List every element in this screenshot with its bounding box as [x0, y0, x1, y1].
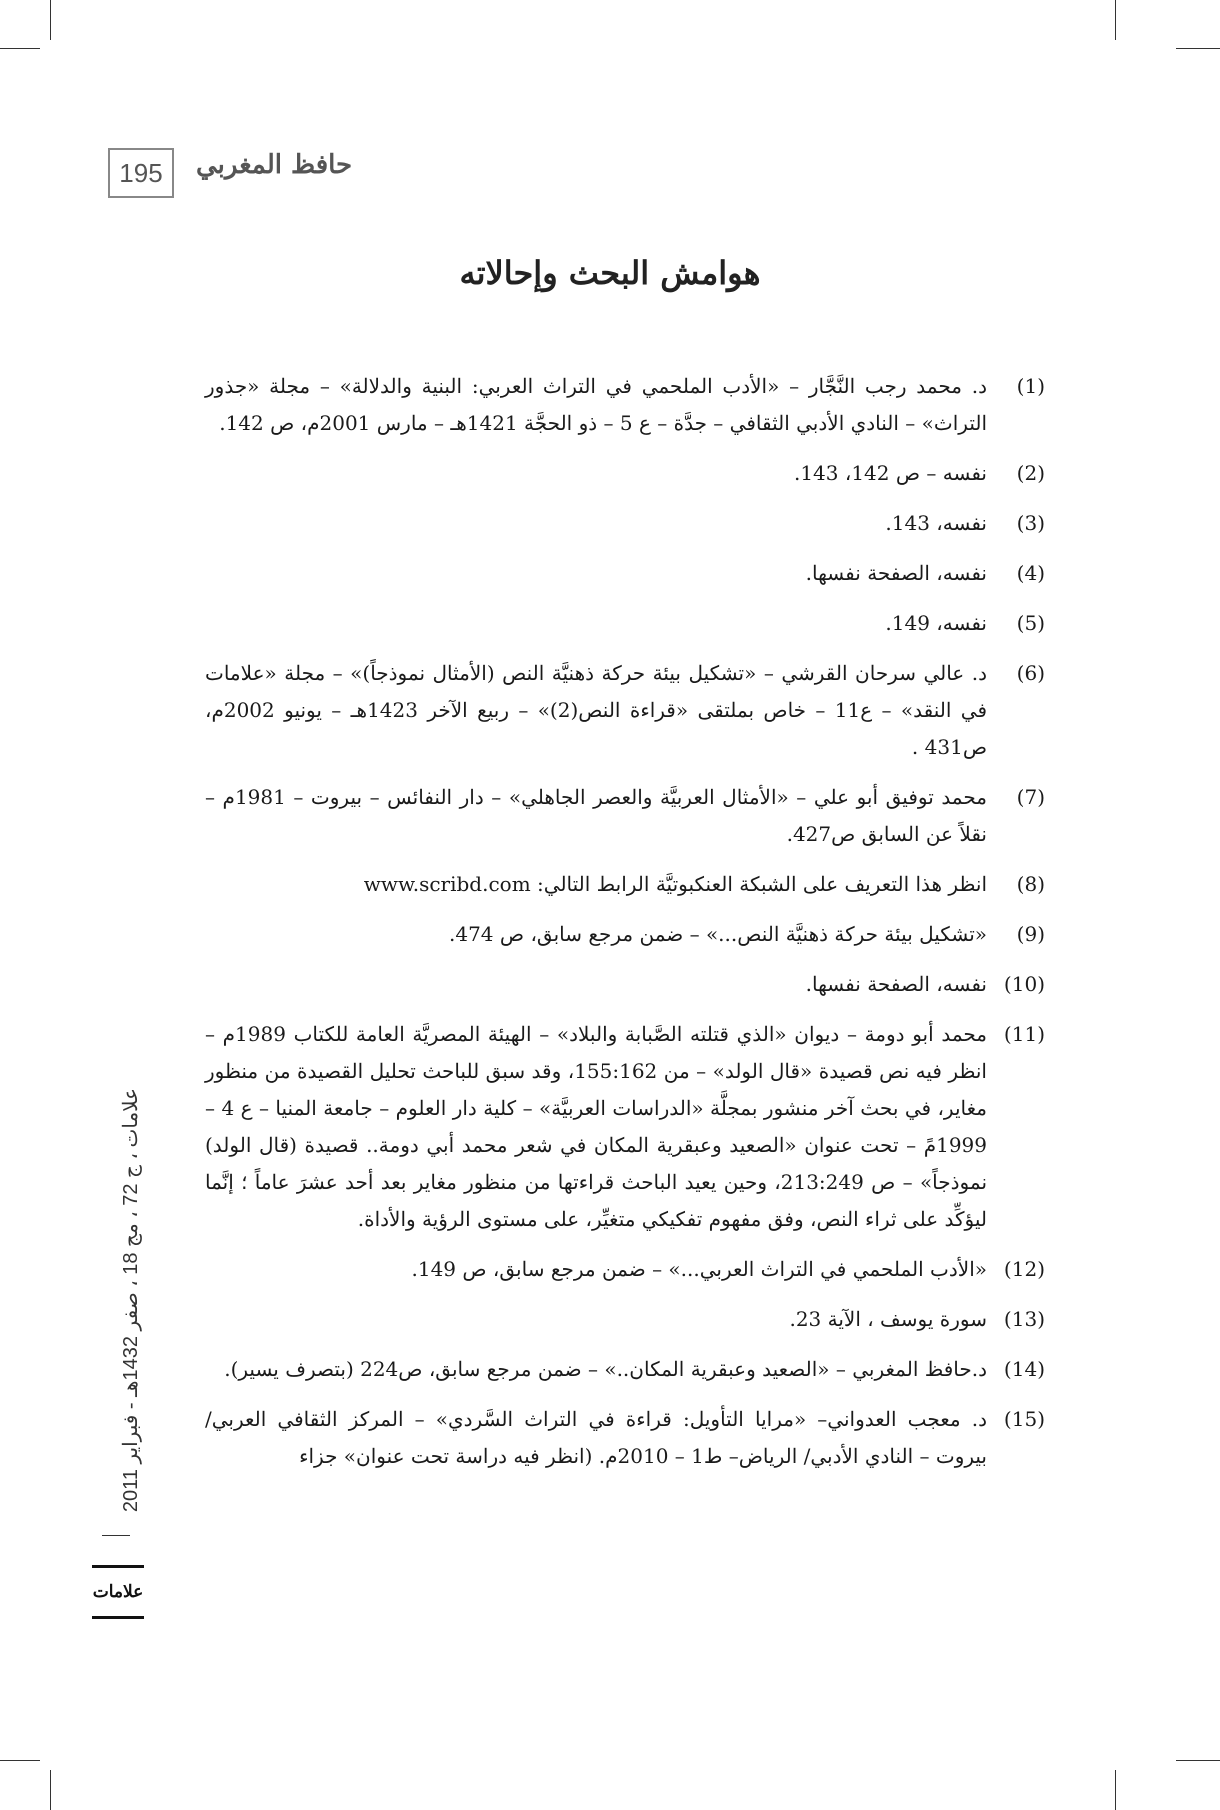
footnote-3 — [205, 505, 1045, 542]
footnote-text: نفسه – ص 142، 143. — [793, 461, 987, 485]
footnote-text: محمد أبو دومة – ديوان «الذي قتلته الصَّبابة والبلاد» – الهيئة المصريَّة العامة للكتاب 1989م – انظر فيه نص قصيدة «قال الولد» – من 155:162، وقد سبق للباحث تحليل القصيدة من منظور مغاير، في بحث آخر منشور بمجلَّة «الدراسات العربيَّة» – كلية دار العلوم – جامعة المنيا – ع 4 – 1999مً – تحت عنوان «الصعيد وعبقرية المكان في شعر محمد أبي دومة.. قصيدة (قال الولد) نموذجاً» – ص 213:249، وحين يعيد الباحث قراءتها من منظور مغاير بعد أحد عشرَ عاماً ؛ إنَّما ليؤكِّد على ثراء النص، وفق مفهوم تفكيكي متغيِّر، على مستوى الرؤية والأداة. — [205, 1022, 988, 1231]
caption-divider — [102, 1535, 130, 1536]
footnote-8 — [205, 866, 1045, 903]
crop-mark — [0, 48, 40, 49]
crop-mark — [0, 1760, 40, 1761]
footnote-text: «تشكيل بيئة حركة ذهنيَّة النص...» – ضمن مرجع سابق، ص 474. — [449, 922, 987, 946]
footnote-number: (13) — [1003, 1307, 1045, 1331]
footnote-number: (1) — [1016, 374, 1045, 398]
footnote-number: (9) — [1016, 922, 1045, 946]
footnote-number: (2) — [1016, 461, 1045, 485]
footnote-number: (7) — [1016, 785, 1045, 809]
footnote-number: (12) — [1003, 1257, 1045, 1281]
journal-issue-caption: علامات ، ج 72 ، مج 18 ، صفر 1432هـ - فبراير 2011 — [120, 1087, 142, 1513]
footnote-9 — [205, 916, 1045, 953]
footnote-12 — [205, 1251, 1045, 1288]
footnote-text: د. محمد رجب النَّجَّار – «الأدب الملحمي في التراث العربي: البنية والدلالة» – مجلة «جذور التراث» – النادي الأدبي الثقافي – جدَّة – ع 5 – ذو الحجَّة 1421هـ – مارس 2001م، ص 142. — [205, 374, 987, 435]
footnote-text: انظر هذا التعريف على الشبكة العنكبوتيَّة الرابط التالي: www.scribd.com — [363, 872, 987, 896]
footnote-15 — [205, 1401, 1045, 1475]
crop-mark — [1115, 1770, 1116, 1810]
page-number: 195 — [108, 148, 174, 198]
footnote-number: (14) — [1003, 1357, 1045, 1381]
footnote-number: (5) — [1016, 611, 1045, 635]
crop-mark — [1176, 1760, 1220, 1761]
footnote-text: سورة يوسف ، الآية 23. — [789, 1307, 987, 1331]
footnote-10 — [205, 966, 1045, 1003]
footnote-number: (3) — [1016, 511, 1045, 535]
footnote-4 — [205, 555, 1045, 592]
footnotes-list — [205, 368, 1045, 1488]
footnote-number: (10) — [1003, 972, 1045, 996]
footnote-text: د. عالي سرحان القرشي – «تشكيل بيئة حركة ذهنيَّة النص (الأمثال نموذجاً)» – مجلة «علامات في النقد» – ع11 – خاص بملتقى «قراءة النص(2)» – ربيع الآخر 1423هـ – يونيو 2002م، ص431 . — [205, 661, 988, 759]
footnote-text: نفسه، 149. — [885, 611, 987, 635]
footnote-text: د.حافظ المغربي – «الصعيد وعبقرية المكان..» – ضمن مرجع سابق، ص224 (بتصرف يسير). — [224, 1357, 987, 1381]
footnote-text: نفسه، الصفحة نفسها. — [805, 561, 987, 585]
footnote-11 — [205, 1016, 1045, 1238]
footnote-text: نفسه، الصفحة نفسها. — [805, 972, 987, 996]
footnote-text: د. معجب العدواني– «مرايا التأويل: قراءة في التراث السَّردي» – المركز الثقافي العربي/ بيروت – النادي الأدبي/ الرياض– ط1 – 2010م. (انظر فيه دراسة تحت عنوان» جزاء — [205, 1407, 987, 1468]
crop-mark — [1115, 0, 1116, 40]
footnote-number: (4) — [1016, 561, 1045, 585]
footnote-number: (6) — [1016, 661, 1045, 685]
footnote-number: (8) — [1016, 872, 1045, 896]
crop-mark — [50, 1770, 51, 1810]
footnote-1 — [205, 368, 1045, 442]
footnote-number: (15) — [1003, 1407, 1045, 1431]
footnote-14 — [205, 1351, 1045, 1388]
running-head: حافظ المغربي — [196, 150, 353, 180]
footnote-number: (11) — [1003, 1022, 1045, 1046]
section-title: هوامش البحث وإحالاته — [459, 254, 761, 292]
crop-mark — [50, 0, 51, 40]
footnote-text: «الأدب الملحمي في التراث العربي...» – ضمن مرجع سابق، ص 149. — [411, 1257, 987, 1281]
footnote-text: محمد توفيق أبو علي – «الأمثال العربيَّة والعصر الجاهلي» – دار النفائس – بيروت – 1981م – نقلاً عن السابق ص427. — [205, 785, 987, 846]
footnote-5 — [205, 605, 1045, 642]
footnote-7 — [205, 779, 1045, 853]
footnote-13 — [205, 1301, 1045, 1338]
footnote-2 — [205, 455, 1045, 492]
footnote-6 — [205, 655, 1045, 766]
footnote-text: نفسه، 143. — [885, 511, 987, 535]
journal-logo: علامات — [92, 1565, 144, 1619]
crop-mark — [1176, 48, 1220, 49]
